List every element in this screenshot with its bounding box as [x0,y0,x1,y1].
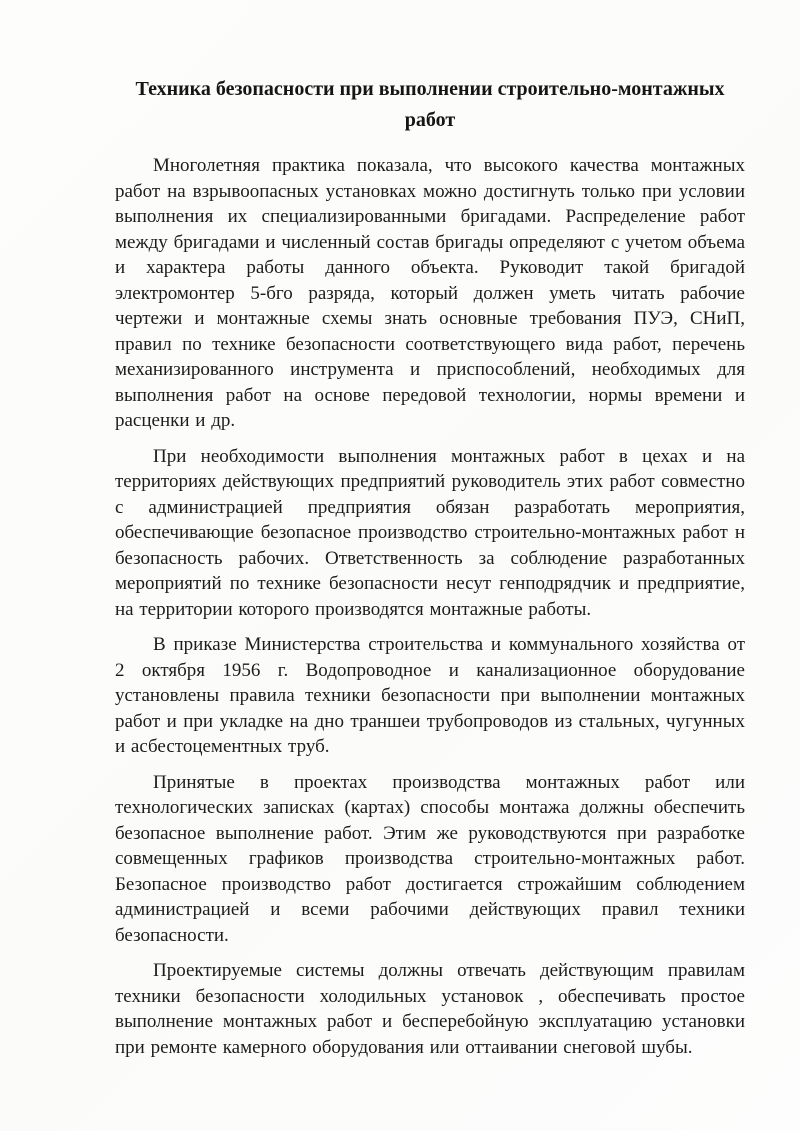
paragraph-designed-systems: Проектируемые системы должны отвечать действующим правилам техники безопасности холодильных установок , обеспечивать простое выполнение монтажных работ и бесперебойную эксплуатацию установки при ремонте камерного оборудования или оттаивании снеговой шубы. [115,960,745,1058]
paragraph-long-term-practice: Многолетняя практика показала, что высокого качества монтажных работ на взрывоопасных установках можно достигнуть только при условии выполнения их специализированными бригадами. Распределение работ между бригадами и численный состав бригады определяют с учетом объема и характера работы данного объекта. Руководит такой бригадой электромонтер 5-бго разряда, который должен уметь читать рабочие чертежи и монтажные схемы знать основные требования ПУЭ, СНиП, правил по технике безопасности соответствующего вида работ, перечень механизированного инструмента и приспособлений, необходимых для выполнения работ на основе передовой технологии, нормы времени и расценки и др. [115,155,745,431]
text-column [115,74,745,1070]
paragraph-work-at-operating-enterprises: При необходимости выполнения монтажных работ в цехах и на территориях действующих предприятий руководитель этих работ совместно с администрацией предприятия обязан разработать мероприятия, обеспечивающие безопасное производство строительно-монтажных работ н безопасность рабочих. Ответственность за соблюдение разработанных мероприятий по технике безопасности несут генподрядчик и предприятие, на территории которого производятся монтажные работы. [115,445,745,620]
paragraph-installation-methods: Принятые в проектах производства монтажных работ или технологических записках (картах) способы монтажа должны обеспечить безопасное выполнение работ. Этим же руководствуются при разработке совмещенных графиков производства строительно-монтажных работ. Безопасное производство работ достигается строжайшим соблюдением администрацией и всеми рабочими действующих правил техники безопасности. [115,771,745,946]
document-title: Техника безопасности при выполнении строительно-монтажных работ [135,78,725,131]
paragraph-ministry-order-1956: В приказе Министерства строительства и коммунального хозяйства от 2 октября 1956 г. Водопроводное и канализационное оборудование установлены правила техники безопасности при выполнении монтажных работ и при укладке на дно траншеи трубопроводов из стальных, чугунных и асбестоцементных труб. [115,634,745,757]
